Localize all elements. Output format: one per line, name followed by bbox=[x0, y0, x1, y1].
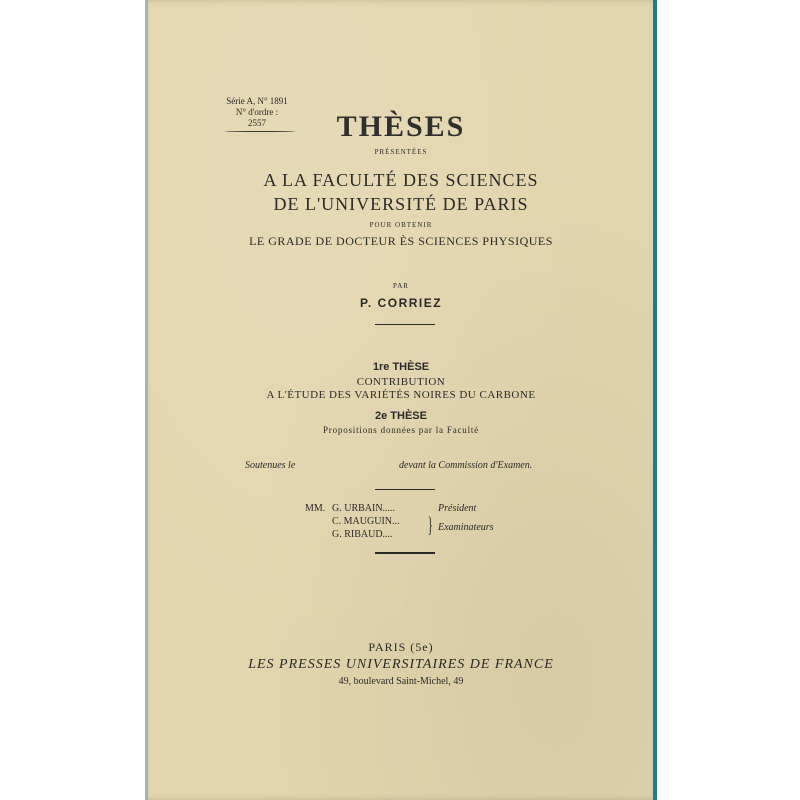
jury-divider-bottom bbox=[375, 552, 435, 554]
faculty-line-1: A LA FACULTÉ DES SCIENCES bbox=[263, 170, 539, 190]
examinateurs-role: Examinateurs bbox=[438, 522, 494, 533]
president-role: Président bbox=[438, 503, 477, 514]
jury-mm-label: MM. bbox=[305, 503, 326, 514]
ordre-number: 2557 bbox=[248, 118, 266, 128]
publisher-city: PARIS (5e) bbox=[368, 640, 434, 654]
author-name: P. CORRIEZ bbox=[359, 296, 443, 310]
thesis-cover bbox=[145, 0, 657, 800]
publisher-address: 49, boulevard Saint-Michel, 49 bbox=[338, 676, 464, 687]
author-divider bbox=[375, 324, 435, 325]
serie-line: Série A, N° 1891 bbox=[226, 96, 288, 106]
defended-on-label: Soutenues le bbox=[245, 460, 296, 471]
first-thesis-title-line-2: A L'ÉTUDE DES VARIÉTÉS NOIRES DU CARBONE bbox=[266, 389, 536, 401]
jury-member: G. RIBAUD.... bbox=[332, 529, 393, 540]
publisher-name: LES PRESSES UNIVERSITAIRES DE FRANCE bbox=[248, 657, 554, 672]
first-thesis-label: 1re THÈSE bbox=[372, 361, 430, 373]
second-thesis-title: Propositions données par la Faculté bbox=[323, 425, 479, 435]
brace-icon: } bbox=[427, 512, 433, 537]
ordre-label: N° d'ordre : bbox=[235, 107, 279, 117]
faculty-line-2: DE L'UNIVERSITÉ DE PARIS bbox=[273, 194, 529, 214]
jury-divider-top bbox=[375, 489, 435, 490]
degree-line: LE GRADE DE DOCTEUR ÈS SCIENCES PHYSIQUES bbox=[249, 234, 553, 248]
jury-member: G. URBAIN..... bbox=[332, 503, 396, 514]
par-label: PAR bbox=[393, 282, 409, 290]
presentees-label: PRÉSENTÉES bbox=[374, 148, 428, 156]
jury-member: C. MAUGUIN... bbox=[332, 516, 400, 527]
pour-obtenir-label: POUR OBTENIR bbox=[369, 221, 433, 229]
commission-label: devant la Commission d'Examen. bbox=[399, 460, 533, 471]
second-thesis-label: 2e THÈSE bbox=[375, 410, 427, 422]
first-thesis-title-line-1: CONTRIBUTION bbox=[356, 376, 446, 388]
cover-title: THÈSES bbox=[336, 110, 466, 143]
